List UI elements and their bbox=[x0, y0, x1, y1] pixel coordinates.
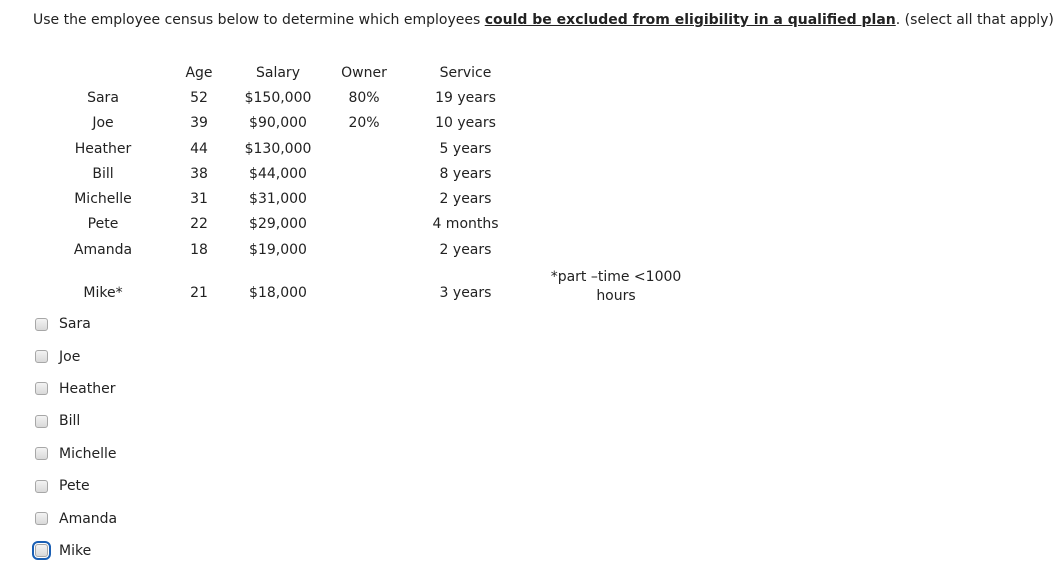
header-age: Age bbox=[185, 64, 213, 81]
choice-amanda[interactable] bbox=[33, 502, 117, 534]
answer-choices bbox=[33, 308, 117, 567]
choice-joe[interactable] bbox=[33, 340, 117, 372]
cell-service: 4 months bbox=[432, 216, 499, 233]
checkbox-joe[interactable] bbox=[35, 350, 48, 363]
cell-salary: $150,000 bbox=[244, 89, 312, 106]
header-name bbox=[40, 60, 166, 85]
cell-service: 5 years bbox=[439, 140, 492, 157]
question-emphasis: could be excluded from eligibility in a qualified plan bbox=[484, 12, 896, 28]
cell-note bbox=[527, 111, 705, 136]
cell-salary: $130,000 bbox=[244, 140, 312, 157]
checkbox-sara[interactable] bbox=[35, 318, 48, 331]
header-salary: Salary bbox=[256, 64, 300, 81]
choice-label: Joe bbox=[59, 348, 81, 365]
choice-label: Mike bbox=[59, 542, 92, 559]
census-body bbox=[40, 85, 705, 312]
cell-age: 52 bbox=[190, 89, 208, 106]
cell-note bbox=[527, 237, 705, 262]
cell-note bbox=[527, 136, 705, 161]
question-prefix: Use the employee census below to determine which employees bbox=[33, 12, 485, 28]
cell-service: 10 years bbox=[435, 115, 496, 132]
cell-note bbox=[527, 85, 705, 110]
census-header-row bbox=[40, 60, 705, 85]
census-row bbox=[40, 136, 705, 161]
cell-owner bbox=[324, 237, 404, 262]
cell-name: Michelle bbox=[74, 191, 132, 208]
checkbox-bill[interactable] bbox=[35, 415, 48, 428]
cell-owner bbox=[324, 212, 404, 237]
cell-owner bbox=[324, 136, 404, 161]
choice-bill[interactable] bbox=[33, 405, 117, 437]
cell-note bbox=[527, 161, 705, 186]
choice-label: Sara bbox=[59, 316, 91, 333]
cell-age: 39 bbox=[190, 115, 208, 132]
choice-pete[interactable] bbox=[33, 470, 117, 502]
choice-mike[interactable] bbox=[33, 535, 117, 567]
choice-label: Amanda bbox=[59, 510, 118, 527]
cell-age: 21 bbox=[190, 285, 208, 302]
cell-name: Joe bbox=[92, 115, 114, 132]
cell-service: 19 years bbox=[435, 89, 496, 106]
cell-salary: $44,000 bbox=[249, 165, 307, 182]
census-row bbox=[40, 161, 705, 186]
cell-name: Heather bbox=[74, 140, 132, 157]
choice-label: Heather bbox=[59, 380, 116, 397]
cell-salary: $31,000 bbox=[249, 191, 307, 208]
choice-michelle[interactable] bbox=[33, 438, 117, 470]
part-time-note-line1: *part –time <1000 bbox=[550, 269, 682, 286]
choice-label: Pete bbox=[59, 478, 90, 495]
census-row bbox=[40, 85, 705, 110]
cell-note bbox=[527, 212, 705, 237]
choice-heather[interactable] bbox=[33, 373, 117, 405]
cell-salary: $19,000 bbox=[249, 241, 307, 258]
cell-name: Mike* bbox=[83, 285, 123, 302]
cell-name: Pete bbox=[87, 216, 119, 233]
choice-label: Michelle bbox=[59, 445, 117, 462]
header-owner: Owner bbox=[341, 64, 387, 81]
cell-salary: $90,000 bbox=[249, 115, 307, 132]
cell-age: 38 bbox=[190, 165, 208, 182]
cell-name: Sara bbox=[87, 89, 119, 106]
cell-name: Amanda bbox=[73, 241, 133, 258]
cell-owner bbox=[324, 161, 404, 186]
census-row bbox=[40, 111, 705, 136]
cell-name: Bill bbox=[92, 165, 114, 182]
cell-salary: $18,000 bbox=[249, 285, 307, 302]
cell-age: 18 bbox=[190, 241, 208, 258]
cell-age: 44 bbox=[190, 140, 208, 157]
cell-service: 8 years bbox=[439, 165, 492, 182]
census-row bbox=[40, 212, 705, 237]
checkbox-pete[interactable] bbox=[35, 480, 48, 493]
part-time-note bbox=[527, 262, 705, 312]
census-row bbox=[40, 186, 705, 211]
question-text bbox=[33, 10, 1054, 30]
census-row bbox=[40, 262, 705, 312]
choice-label: Bill bbox=[59, 413, 81, 430]
cell-salary: $29,000 bbox=[249, 216, 307, 233]
checkbox-michelle[interactable] bbox=[35, 447, 48, 460]
cell-age: 31 bbox=[190, 191, 208, 208]
employee-census-table bbox=[40, 60, 705, 312]
header-service: Service bbox=[439, 64, 492, 81]
choice-sara[interactable] bbox=[33, 308, 117, 340]
cell-service: 2 years bbox=[439, 241, 492, 258]
cell-note bbox=[527, 186, 705, 211]
part-time-note-line2: hours bbox=[596, 288, 636, 305]
cell-owner: 20% bbox=[348, 115, 380, 132]
checkbox-amanda[interactable] bbox=[35, 512, 48, 525]
header-note bbox=[527, 60, 705, 85]
question-suffix: . (select all that apply) bbox=[895, 12, 1054, 28]
cell-service: 3 years bbox=[439, 285, 492, 302]
checkbox-heather[interactable] bbox=[35, 382, 48, 395]
cell-owner: 80% bbox=[348, 89, 380, 106]
cell-age: 22 bbox=[190, 216, 208, 233]
cell-service: 2 years bbox=[439, 191, 492, 208]
census-row bbox=[40, 237, 705, 262]
cell-owner bbox=[324, 186, 404, 211]
checkbox-mike[interactable] bbox=[35, 544, 48, 557]
cell-owner bbox=[324, 262, 404, 312]
